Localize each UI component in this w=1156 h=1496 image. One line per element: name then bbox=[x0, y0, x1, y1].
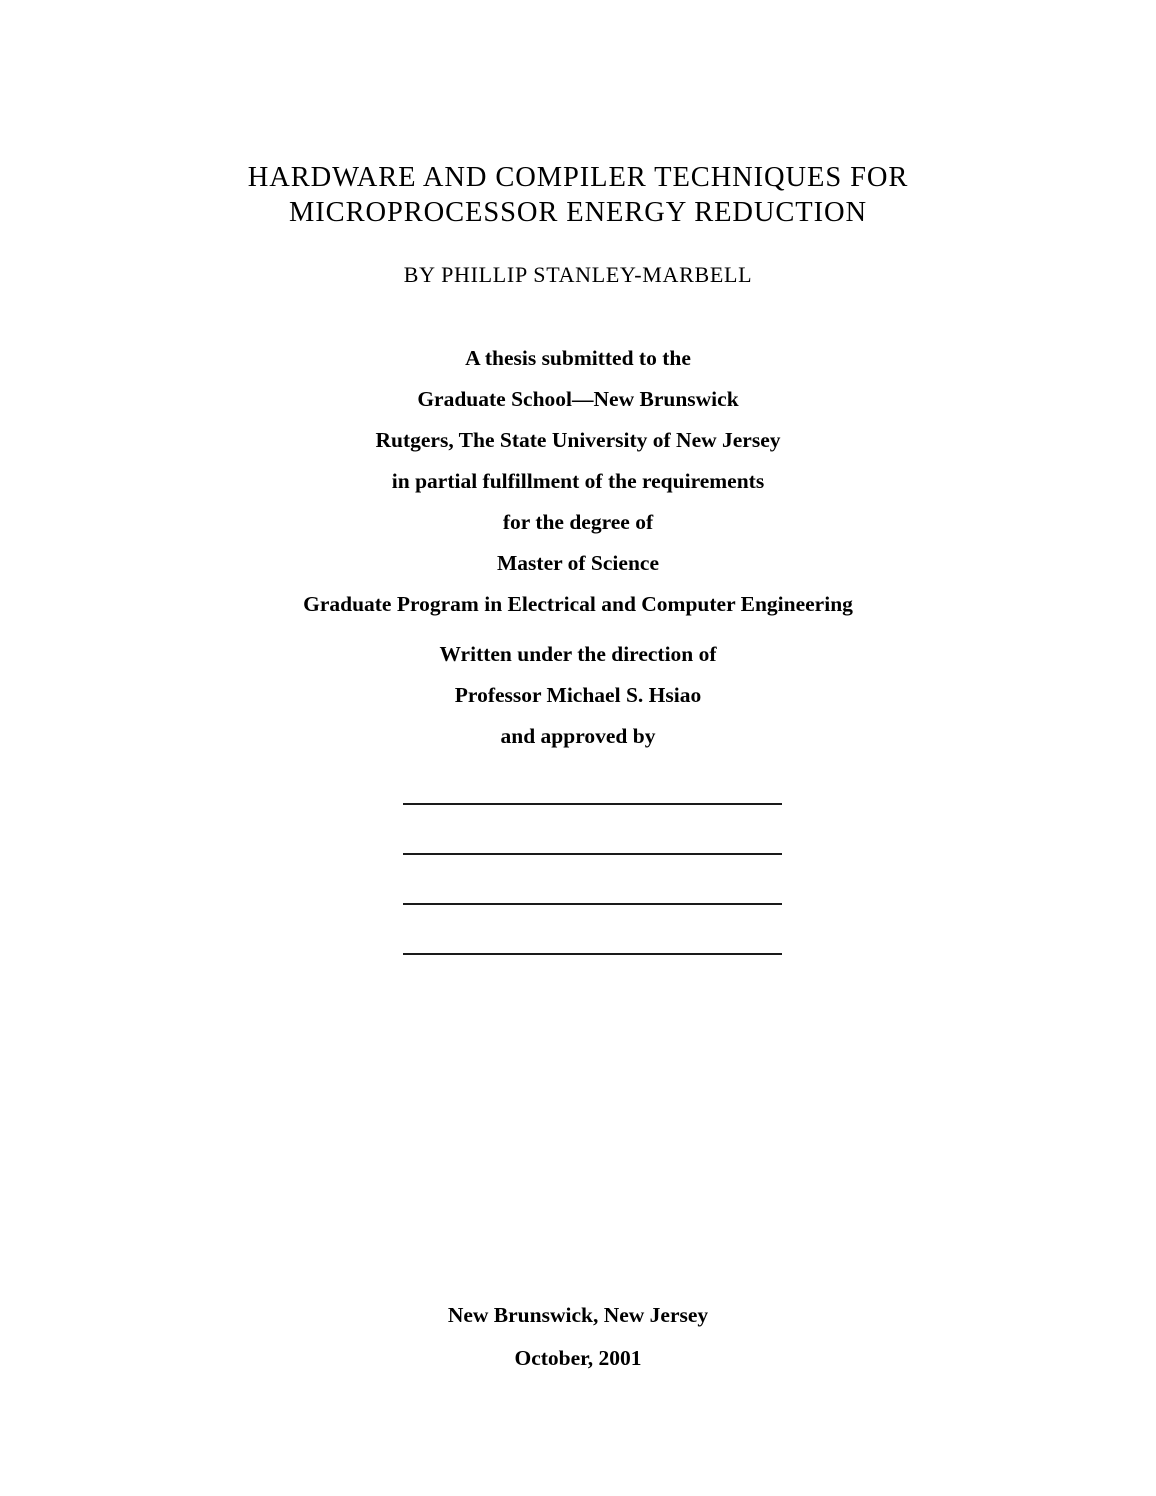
direction-line: Written under the direction of bbox=[439, 642, 717, 666]
submission-line: Graduate School—New Brunswick bbox=[417, 387, 739, 411]
signature-rule bbox=[403, 953, 782, 955]
signature-rule bbox=[403, 903, 782, 905]
publication-footer bbox=[0, 1294, 1156, 1380]
direction-statement bbox=[0, 634, 1156, 757]
submission-statement bbox=[0, 338, 1156, 625]
submission-line: Rutgers, The State University of New Jersey bbox=[375, 428, 781, 452]
submission-line: for the degree of bbox=[502, 510, 654, 534]
signature-rule bbox=[403, 853, 782, 855]
signature-rule bbox=[403, 803, 782, 805]
submission-line: in partial fulfillment of the requirements bbox=[391, 469, 765, 493]
publication-location: New Brunswick, New Jersey bbox=[447, 1303, 709, 1327]
thesis-title bbox=[0, 160, 1156, 230]
thesis-title-line-2: MICROPROCESSOR ENERGY REDUCTION bbox=[289, 197, 867, 228]
submission-line: Graduate Program in Electrical and Computer Engineering bbox=[303, 592, 853, 616]
thesis-title-line-1: HARDWARE AND COMPILER TECHNIQUES FOR bbox=[247, 162, 909, 193]
advisor-name: Professor Michael S. Hsiao bbox=[454, 683, 702, 707]
author-name: BY PHILLIP STANLEY-MARBELL bbox=[403, 262, 753, 287]
author-byline bbox=[0, 261, 1156, 289]
signature-lines bbox=[403, 803, 782, 955]
direction-line: and approved by bbox=[500, 724, 656, 748]
submission-line: A thesis submitted to the bbox=[465, 346, 691, 370]
publication-date: October, 2001 bbox=[514, 1346, 642, 1370]
submission-line: Master of Science bbox=[497, 551, 659, 575]
